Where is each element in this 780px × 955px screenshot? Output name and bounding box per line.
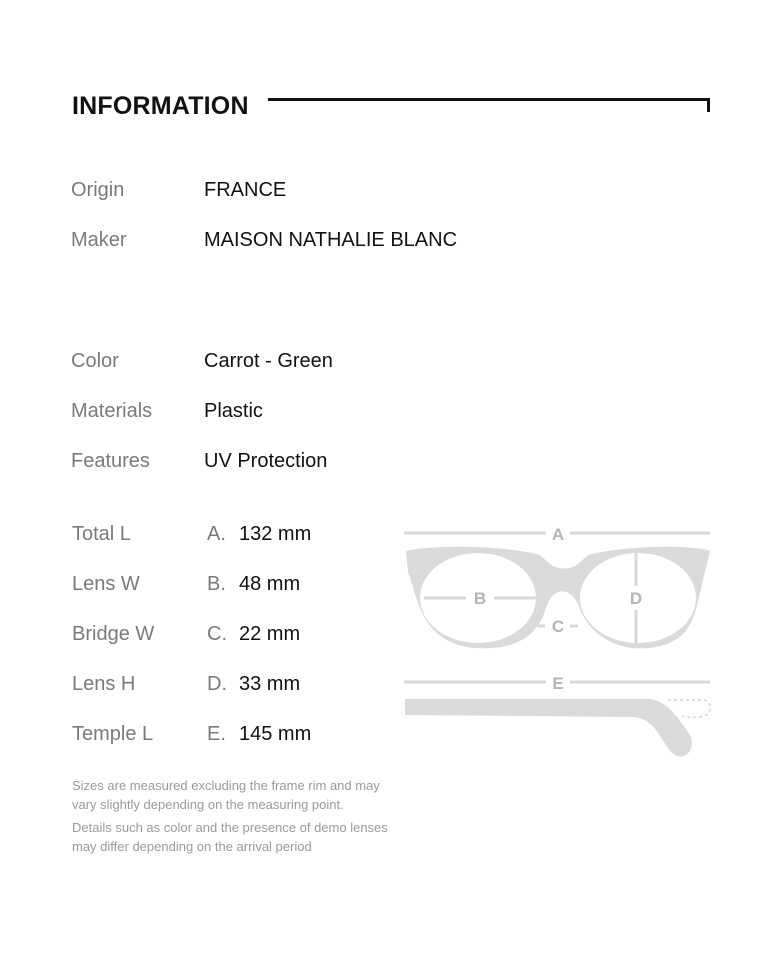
size-letter: A.	[207, 523, 226, 545]
info-label: Origin	[71, 179, 125, 201]
info-label: Color	[71, 350, 119, 372]
info-value: Plastic	[204, 400, 263, 422]
info-row-maker	[71, 229, 571, 259]
size-label: Lens H	[72, 673, 136, 695]
section-title: INFORMATION	[72, 92, 249, 120]
size-label: Lens W	[72, 573, 140, 595]
size-row-lens-height	[72, 673, 372, 703]
size-row-lens-width	[72, 573, 372, 603]
size-value: 22 mm	[239, 623, 301, 645]
size-label: Total L	[72, 523, 131, 545]
info-row-color	[71, 350, 571, 380]
info-label: Features	[71, 450, 150, 472]
size-value: 145 mm	[239, 723, 312, 745]
info-value: UV Protection	[204, 450, 328, 472]
dimension-e-label: E	[552, 674, 564, 693]
dimension-c-label: C	[551, 617, 565, 636]
info-label: Maker	[71, 229, 127, 251]
info-value: Carrot - Green	[204, 350, 333, 372]
info-row-materials	[71, 400, 571, 430]
size-value: 48 mm	[239, 573, 301, 595]
size-value: 33 mm	[239, 673, 301, 695]
size-letter: E.	[207, 723, 226, 745]
title-divider	[268, 98, 710, 101]
dimension-a-label: A	[551, 525, 565, 544]
size-letter: B.	[207, 573, 226, 595]
info-value: FRANCE	[204, 179, 287, 201]
size-value: 132 mm	[239, 523, 312, 545]
size-row-total-length	[72, 523, 372, 553]
size-label: Temple L	[72, 723, 154, 745]
size-row-temple-length	[72, 723, 372, 753]
size-letter: C.	[207, 623, 227, 645]
size-letter: D.	[207, 673, 227, 695]
size-label: Bridge W	[72, 623, 155, 645]
dimension-d-label: D	[629, 589, 643, 608]
title-divider-end	[707, 98, 710, 112]
glasses-temple-arm	[405, 699, 710, 757]
note-details: Details such as color and the presence of demo lenses may differ depending on the arrival period	[72, 820, 388, 854]
size-row-bridge-width	[72, 623, 372, 653]
info-value: MAISON NATHALIE BLANC	[204, 229, 458, 251]
note-measurement: Sizes are measured excluding the frame rim and may vary slightly depending on the measuring point.	[72, 778, 380, 812]
info-row-origin	[71, 179, 571, 209]
info-label: Materials	[71, 400, 153, 422]
info-row-features	[71, 450, 571, 480]
glasses-measurement-diagram	[400, 520, 720, 765]
dimension-b-label: B	[473, 589, 487, 608]
